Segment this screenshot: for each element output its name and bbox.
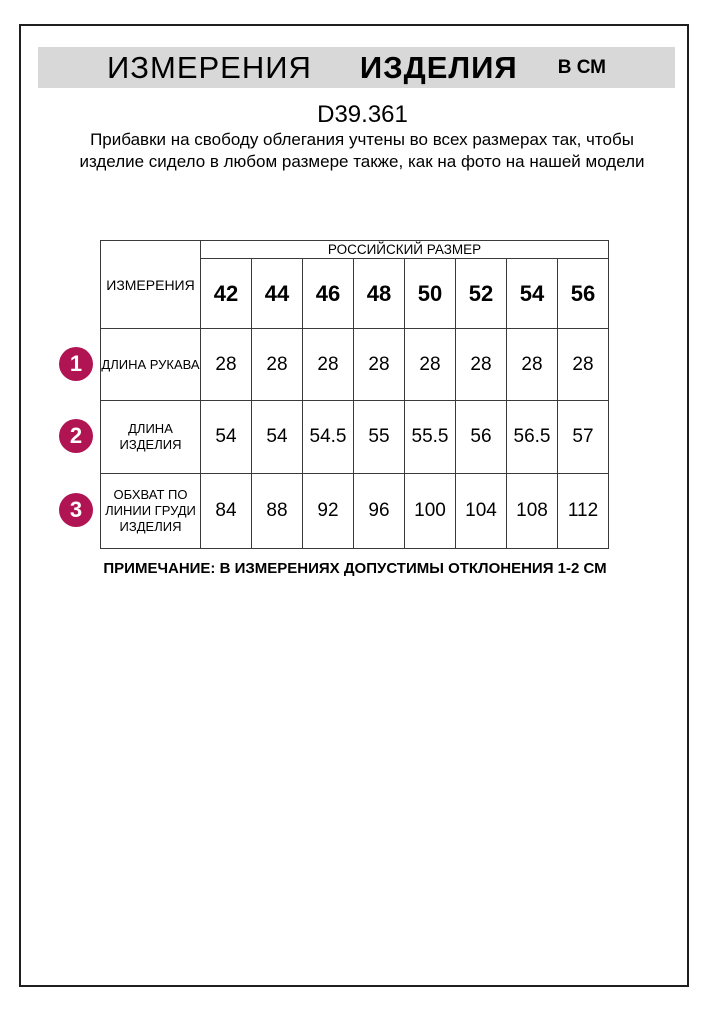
title-product: ИЗДЕЛИЯ bbox=[359, 49, 518, 85]
size-header-cell: 54 bbox=[507, 259, 558, 329]
title-measurements: ИЗМЕРЕНИЯ bbox=[106, 49, 312, 85]
size-header-cell: 50 bbox=[405, 259, 456, 329]
value-cell: 54 bbox=[252, 401, 303, 474]
value-cell: 84 bbox=[201, 474, 252, 549]
table-row-chest-girth bbox=[101, 474, 609, 549]
size-header-cell: 48 bbox=[354, 259, 405, 329]
size-header-cell: 46 bbox=[303, 259, 354, 329]
value-cell: 28 bbox=[405, 329, 456, 401]
value-cell: 54.5 bbox=[303, 401, 354, 474]
value-cell: 88 bbox=[252, 474, 303, 549]
row-marker-2-badge: 2 bbox=[59, 419, 93, 453]
model-number: D39.361 bbox=[317, 101, 408, 128]
value-cell: 28 bbox=[252, 329, 303, 401]
title-bar bbox=[38, 47, 675, 88]
value-cell: 96 bbox=[354, 474, 405, 549]
value-cell: 92 bbox=[303, 474, 354, 549]
size-header-cell: 44 bbox=[252, 259, 303, 329]
row-marker-1-badge: 1 bbox=[59, 347, 93, 381]
value-cell: 112 bbox=[558, 474, 609, 549]
value-cell: 104 bbox=[456, 474, 507, 549]
row-label-cell: ДЛИНА РУКАВА bbox=[101, 329, 201, 401]
corner-header-cell: ИЗМЕРЕНИЯ bbox=[101, 241, 201, 329]
fit-description: Прибавки на свободу облегания учтены во всех размерах так, чтобы изделие сидело в любом размере также, как на фото на нашей модели bbox=[79, 130, 645, 171]
table-row-item-length bbox=[101, 401, 609, 474]
value-cell: 28 bbox=[507, 329, 558, 401]
value-cell: 54 bbox=[201, 401, 252, 474]
value-cell: 55 bbox=[354, 401, 405, 474]
row-label-cell: ОБХВАТ ПО ЛИНИИ ГРУДИ ИЗДЕЛИЯ bbox=[101, 474, 201, 549]
size-table bbox=[100, 240, 609, 549]
value-cell: 28 bbox=[456, 329, 507, 401]
value-cell: 56 bbox=[456, 401, 507, 474]
size-header-cell: 56 bbox=[558, 259, 609, 329]
value-cell: 57 bbox=[558, 401, 609, 474]
row-marker-3-badge: 3 bbox=[59, 493, 93, 527]
value-cell: 28 bbox=[303, 329, 354, 401]
value-cell: 28 bbox=[558, 329, 609, 401]
title-unit: В СМ bbox=[557, 56, 606, 78]
value-cell: 28 bbox=[354, 329, 405, 401]
value-cell: 108 bbox=[507, 474, 558, 549]
size-header-cell: 42 bbox=[201, 259, 252, 329]
row-label-cell: ДЛИНА ИЗДЕЛИЯ bbox=[101, 401, 201, 474]
value-cell: 28 bbox=[201, 329, 252, 401]
value-cell: 56.5 bbox=[507, 401, 558, 474]
group-header-cell: РОССИЙСКИЙ РАЗМЕР bbox=[201, 241, 609, 259]
size-header-cell: 52 bbox=[456, 259, 507, 329]
value-cell: 100 bbox=[405, 474, 456, 549]
table-header-row-group bbox=[101, 241, 609, 259]
table-row-sleeve-length bbox=[101, 329, 609, 401]
value-cell: 55.5 bbox=[405, 401, 456, 474]
tolerance-note: ПРИМЕЧАНИЕ: В ИЗМЕРЕНИЯХ ДОПУСТИМЫ ОТКЛОНЕНИЯ 1-2 СМ bbox=[103, 560, 607, 577]
